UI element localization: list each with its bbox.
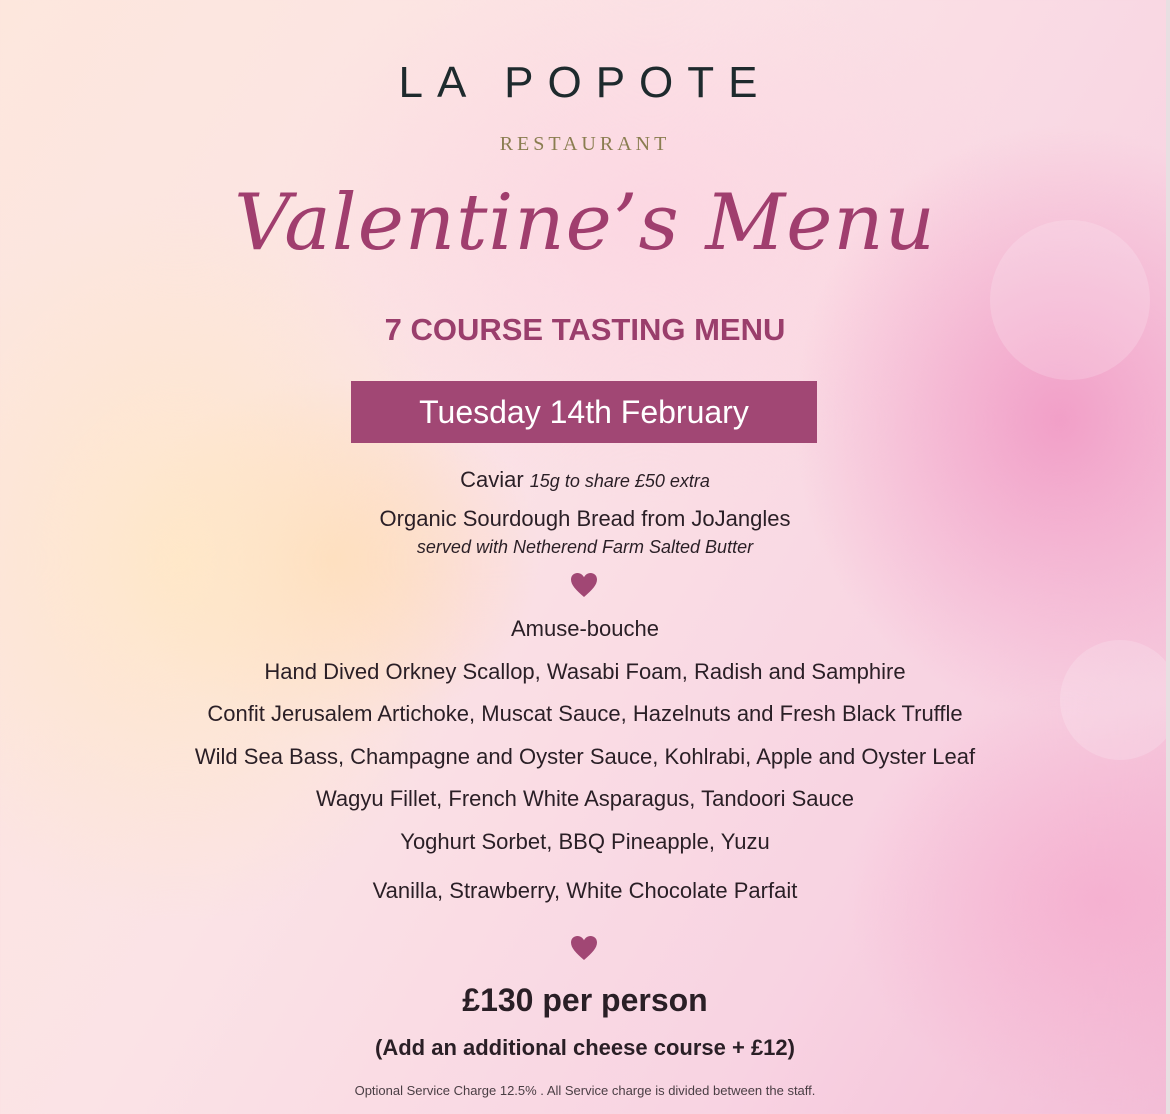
restaurant-tagline: RESTAURANT — [499, 133, 671, 155]
course-item: Wagyu Fillet, French White Asparagus, Tandoori Sauce — [315, 786, 855, 811]
heart-icon — [570, 572, 598, 598]
menu-title: Valentine’s Menu — [234, 178, 936, 268]
caviar-note: 15g to share £50 extra — [529, 471, 710, 491]
course-item: Vanilla, Strawberry, White Chocolate Parfait — [372, 878, 798, 903]
course-item: Wild Sea Bass, Champagne and Oyster Sauce, Kohlrabi, Apple and Oyster Leaf — [194, 744, 976, 769]
price: £130 per person — [462, 982, 708, 1018]
event-date: Tuesday 14th February — [419, 393, 749, 430]
cheese-addon: (Add an additional cheese course + £12) — [375, 1035, 795, 1060]
course-item: Hand Dived Orkney Scallop, Wasabi Foam, Radish and Samphire — [264, 659, 906, 684]
course-item: Confit Jerusalem Artichoke, Muscat Sauce, Hazelnuts and Fresh Black Truffle — [207, 701, 963, 726]
bread-line: Organic Sourdough Bread from JoJangles — [379, 506, 791, 531]
course-item: Yoghurt Sorbet, BBQ Pineapple, Yuzu — [400, 829, 770, 854]
bread-note: served with Netherend Farm Salted Butter — [416, 537, 754, 557]
caviar-line — [0, 467, 1170, 493]
service-charge-note: Optional Service Charge 12.5% . All Service charge is divided between the staff. — [354, 1083, 816, 1098]
course-count-heading: 7 COURSE TASTING MENU — [384, 312, 786, 347]
course-item: Amuse-bouche — [511, 616, 659, 641]
restaurant-name: LA POPOTE — [398, 58, 772, 107]
date-banner — [351, 381, 817, 443]
heart-icon — [570, 935, 598, 961]
caviar-label: Caviar — [460, 467, 524, 492]
bokeh-decoration — [1060, 640, 1170, 760]
